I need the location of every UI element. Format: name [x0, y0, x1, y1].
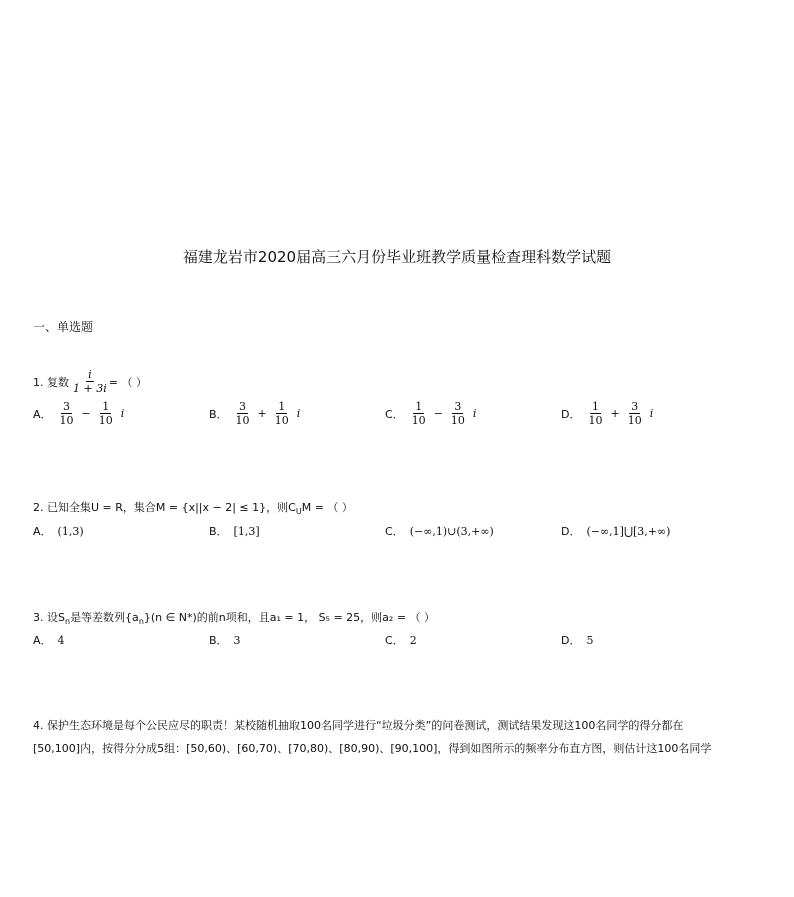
question-3-mid: 是等差数列{a [70, 611, 139, 624]
option-label: D． [561, 634, 581, 647]
option-label: C． [385, 525, 404, 538]
fraction-denominator: 10 [98, 414, 113, 427]
option-label: C． [385, 407, 404, 421]
question-3 [33, 609, 435, 625]
question-2-tail: M = （ ） [301, 501, 353, 514]
fraction-denominator: 10 [450, 414, 465, 427]
fraction-denominator: 1 + 3i [73, 382, 107, 395]
section-heading: 一、单选题 [33, 320, 94, 334]
question-3-subscript-1: n [64, 616, 71, 626]
fraction-denominator: 10 [588, 414, 603, 427]
option-fraction-2 [449, 400, 467, 427]
page-title: 福建龙岩市2020届高三六月份毕业班教学质量检查理科数学试题 [182, 248, 612, 266]
question-1-suffix: = （ ） [108, 375, 147, 389]
option-imaginary-unit: i [120, 407, 125, 420]
question-2 [33, 499, 353, 515]
option-label: B． [209, 634, 228, 647]
fraction-denominator: 10 [411, 414, 426, 427]
q3-option-b [209, 632, 241, 648]
option-fraction-1 [234, 400, 252, 427]
fraction-numerator: 3 [631, 400, 639, 413]
q1-option-b [209, 400, 300, 427]
option-fraction-2 [626, 400, 644, 427]
option-operator: + [610, 407, 620, 420]
option-label: B． [209, 525, 228, 538]
fraction-numerator: i [88, 368, 92, 381]
option-imaginary-unit: i [649, 407, 654, 420]
fraction-denominator: 10 [235, 414, 250, 427]
q3-option-d [561, 632, 593, 648]
option-value: 5 [586, 633, 594, 647]
q2-option-a [33, 523, 84, 539]
option-fraction-2 [97, 400, 115, 427]
option-imaginary-unit: i [472, 407, 477, 420]
option-operator: − [81, 407, 91, 420]
option-fraction-1 [586, 400, 604, 427]
option-label: D． [561, 407, 581, 421]
question-1-prefix: 1. 复数 [33, 375, 69, 389]
fraction-numerator: 1 [102, 400, 110, 413]
option-fraction-2 [273, 400, 291, 427]
question-4-line-1: 4. 保护生态环境是每个公民应尽的职责！某校随机抽取100名同学进行“垃圾分类”的问卷测试，测试结果发现这100名同学的得分都在 [33, 719, 684, 732]
q2-option-b [209, 523, 260, 539]
option-value: (−∞,1]⋃[3,+∞) [586, 524, 671, 538]
option-fraction-1 [58, 400, 76, 427]
question-2-subscript: U [295, 506, 302, 516]
question-3-text: 3. 设S [33, 611, 65, 624]
q2-option-d [561, 523, 670, 539]
fraction-numerator: 1 [415, 400, 423, 413]
option-value: 2 [409, 633, 417, 647]
option-label: A． [33, 407, 52, 421]
q2-option-c [385, 523, 494, 539]
option-imaginary-unit: i [296, 407, 301, 420]
option-operator: − [433, 407, 443, 420]
option-value: 3 [233, 633, 241, 647]
q1-option-a [33, 400, 124, 427]
fraction-numerator: 1 [278, 400, 286, 413]
question-3-subscript-2: n [138, 616, 144, 626]
option-label: B． [209, 407, 228, 421]
fraction-numerator: 3 [239, 400, 247, 413]
q3-option-c [385, 632, 417, 648]
option-fraction-1 [410, 400, 428, 427]
option-label: A． [33, 525, 52, 538]
option-label: C． [385, 634, 404, 647]
option-operator: + [257, 407, 267, 420]
option-label: D． [561, 525, 581, 538]
option-value: 4 [57, 633, 65, 647]
fraction-numerator: 3 [63, 400, 71, 413]
option-value: [1,3] [233, 524, 260, 538]
fraction-denominator: 10 [274, 414, 289, 427]
question-2-text: 2. 已知全集U = R，集合M = {x||x − 2| ≤ 1}，则C [33, 501, 296, 514]
option-value: (1,3) [57, 524, 84, 538]
option-value: (−∞,1)∪(3,+∞) [409, 524, 494, 538]
question-1-fraction [71, 368, 109, 395]
fraction-numerator: 3 [454, 400, 462, 413]
fraction-denominator: 10 [627, 414, 642, 427]
question-1 [33, 368, 147, 395]
question-3-tail: }(n ∈ N*)的前n项和，且a₁ = 1， S₅ = 25，则a₂ = （ ） [143, 611, 436, 624]
fraction-denominator: 10 [59, 414, 74, 427]
fraction-numerator: 1 [591, 400, 599, 413]
question-4-line-2: [50,100]内，按得分分成5组：[50,60)、[60,70)、[70,80)、[80,90)、[90,100]，得到如图所示的频率分布直方图，则估计这100名同学 [33, 742, 712, 755]
q3-option-a [33, 632, 65, 648]
q1-option-c [385, 400, 476, 427]
option-label: A． [33, 634, 52, 647]
q1-option-d [561, 400, 653, 427]
